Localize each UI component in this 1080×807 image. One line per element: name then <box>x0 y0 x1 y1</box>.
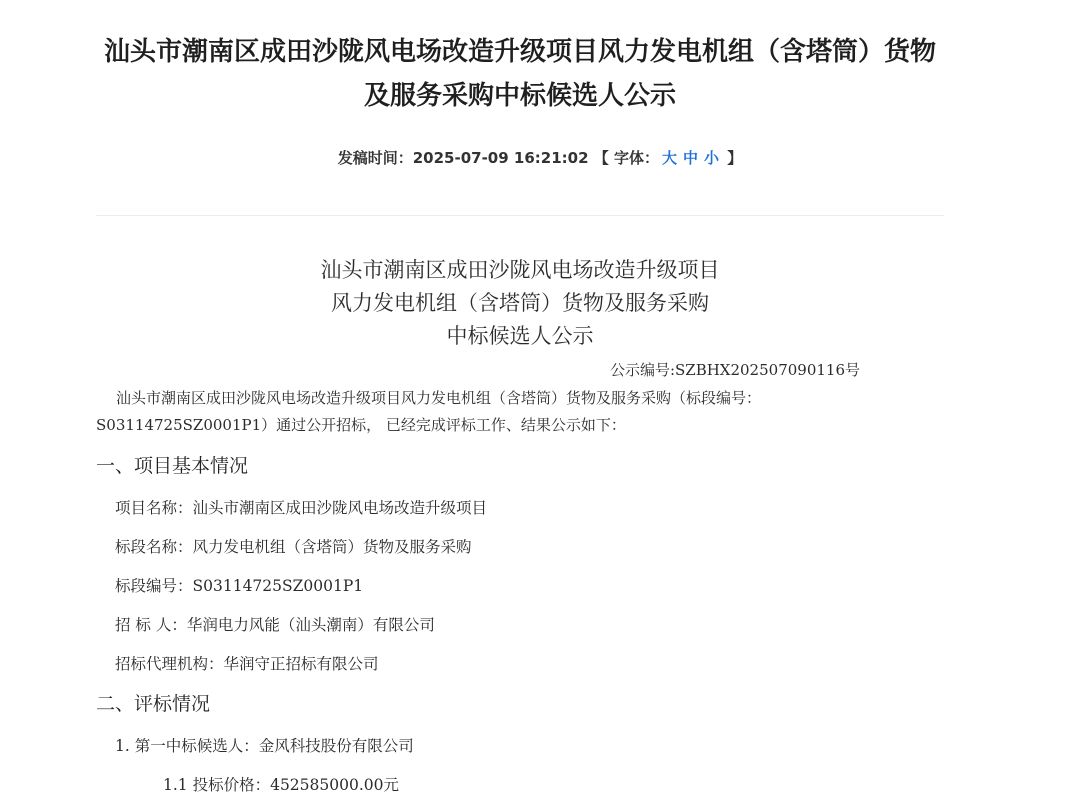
article-meta <box>0 146 1080 170</box>
font-size-medium-link[interactable]: 中 <box>683 149 699 167</box>
notice-number: 公示编号:SZBHX202507090116号 <box>609 361 860 379</box>
font-size-close: 】 <box>727 149 743 167</box>
header-divider <box>96 215 944 216</box>
article-title: 汕头市潮南区成田沙陇风电场改造升级项目风力发电机组（含塔筒）货物及服务采购中标候选人公示 <box>103 37 936 111</box>
tender-agency: 招标代理机构：华润守正招标有限公司 <box>115 655 379 673</box>
font-size-small-link[interactable]: 小 <box>704 149 720 167</box>
tenderer: 招 标 人：华润电力风能（汕头潮南）有限公司 <box>115 616 435 634</box>
first-candidate-price: 1.1 投标价格：452585000.00元 <box>163 776 399 794</box>
section-heading-evaluation: 二、评标情况 <box>96 693 211 715</box>
project-name: 项目名称：汕头市潮南区成田沙陇风电场改造升级项目 <box>115 499 488 517</box>
document-title <box>96 254 944 353</box>
document-title-line: 风力发电机组（含塔筒）货物及服务采购 <box>331 291 709 315</box>
font-size-large-link[interactable]: 大 <box>661 149 677 167</box>
document-title-line: 中标候选人公示 <box>446 324 594 348</box>
publish-time: 2025-07-09 16:21:02 <box>412 149 589 167</box>
document-title-line: 汕头市潮南区成田沙陇风电场改造升级项目 <box>320 258 720 282</box>
font-size-open: 【 字体： <box>593 149 659 167</box>
first-candidate: 1. 第一中标候选人：金风科技股份有限公司 <box>115 737 414 755</box>
intro-paragraph: 汕头市潮南区成田沙陇风电场改造升级项目风力发电机组（含塔筒）货物及服务采购（标段编号：S03114725SZ0001P1）通过公开招标， 已经完成评标工作、结果公示如下： <box>96 389 762 434</box>
publish-label: 发稿时间： <box>337 149 413 167</box>
lot-name: 标段名称：风力发电机组（含塔筒）货物及服务采购 <box>115 538 472 556</box>
section-heading-basic-info: 一、项目基本情况 <box>96 455 249 477</box>
lot-number: 标段编号：S03114725SZ0001P1 <box>115 577 364 595</box>
